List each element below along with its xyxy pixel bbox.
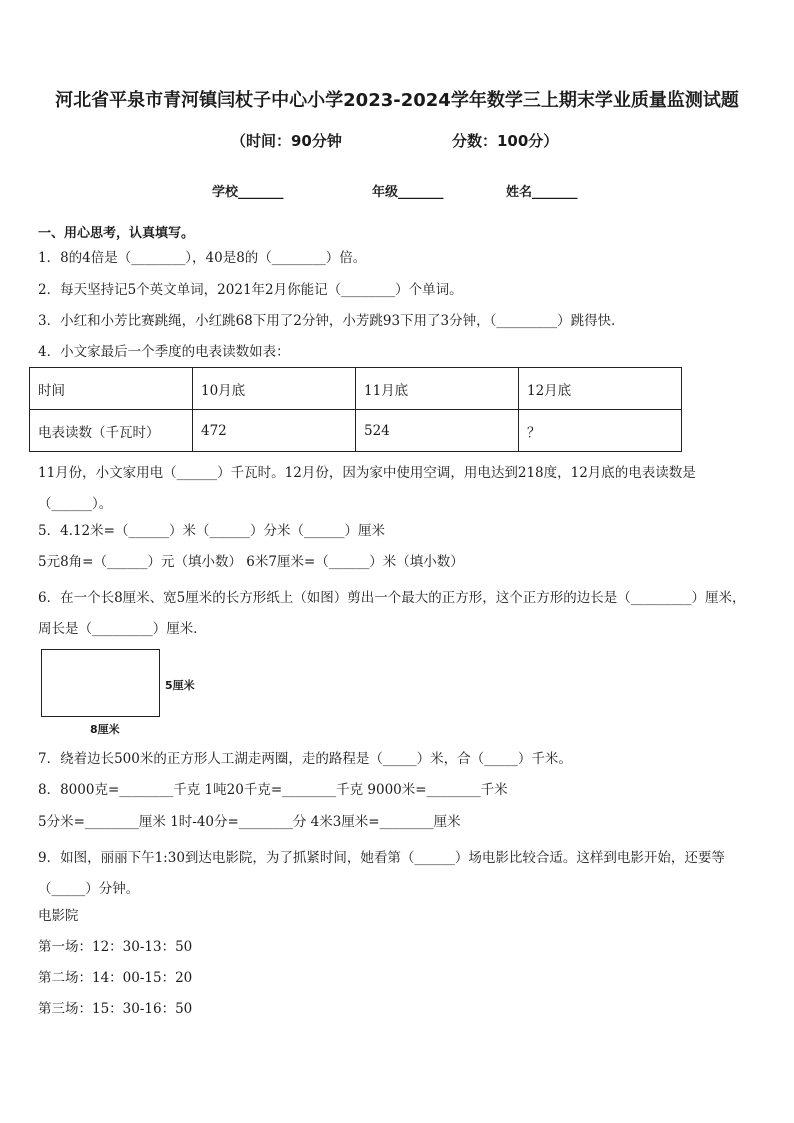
rectangle-figure <box>41 649 160 717</box>
show-2: 第二场：14：00-15：20 <box>38 970 193 986</box>
question-4-text: 11月份，小文家用电（______）千瓦时。12月份，因为家中使用空调，用电达到218度，12月底的电表读数是（______）。 <box>38 465 696 512</box>
table-cell: 电表读数（千瓦时） <box>30 410 193 452</box>
grade-field: 年级_______ <box>372 185 444 200</box>
table-cell: 472 <box>193 410 356 452</box>
question-7: 7．绕着边长500米的正方形人工湖走两圈，走的路程是（_____）米，合（_____）千米。 <box>38 751 572 767</box>
show-3: 第三场：15：30-16：50 <box>38 1001 193 1017</box>
question-6: 6．在一个长8厘米、宽5厘米的长方形纸上（如图）剪出一个最大的正方形，这个正方形的边长是（_________）厘米，周长是（_________）厘米． <box>38 590 746 637</box>
table-cell: 11月底 <box>356 368 519 410</box>
exam-score: 分数：100分） <box>452 132 559 150</box>
exam-time: （时间：90分钟 <box>231 132 342 150</box>
school-field: 学校_______ <box>212 185 284 200</box>
question-1: 1．8的4倍是（________），40是8的（________）倍。 <box>38 250 367 266</box>
question-3: 3．小红和小芳比赛跳绳，小红跳68下用了2分钟，小芳跳93下用了3分钟，（_________）跳得快． <box>38 313 625 329</box>
show-1: 第一场：12：30-13：50 <box>38 939 193 955</box>
question-2: 2．每天坚持记5个英文单词，2021年2月你能记（________）个单词。 <box>38 282 463 298</box>
meter-table <box>29 367 682 452</box>
table-cell: ？ <box>519 410 682 452</box>
exam-title: 河北省平泉市青河镇闫杖子中心小学2023-2024学年数学三上期末学业质量监测试题 <box>55 90 739 111</box>
table-cell: 524 <box>356 410 519 452</box>
name-field: 姓名_______ <box>506 185 578 200</box>
question-5b: 5元8角=（______）元（填小数） 6米7厘米=（______）米（填小数） <box>38 554 464 570</box>
question-8a: 8．8000克=________千克 1吨20千克=________千克 9000米=________千米 <box>38 782 508 798</box>
section-heading: 一、用心思考，认真填写。 <box>38 226 195 241</box>
cinema-label: 电影院 <box>38 908 79 924</box>
table-cell: 10月底 <box>193 368 356 410</box>
table-cell: 时间 <box>30 368 193 410</box>
width-label: 5厘米 <box>165 679 195 692</box>
question-4: 4．小文家最后一个季度的电表读数如表： <box>38 344 290 360</box>
length-label: 8厘米 <box>90 723 120 736</box>
table-cell: 12月底 <box>519 368 682 410</box>
table-row <box>30 410 682 452</box>
question-9: 9．如图，丽丽下午1:30到达电影院，为了抓紧时间，她看第（______）场电影比较合适。这样到电影开始，还要等（_____）分钟。 <box>38 850 725 897</box>
question-8b: 5分米=________厘米 1时-40分=________分 4米3厘米=________厘米 <box>38 814 461 830</box>
table-row <box>30 368 682 410</box>
question-5a: 5．4.12米=（______）米（______）分米（______）厘米 <box>38 523 385 539</box>
